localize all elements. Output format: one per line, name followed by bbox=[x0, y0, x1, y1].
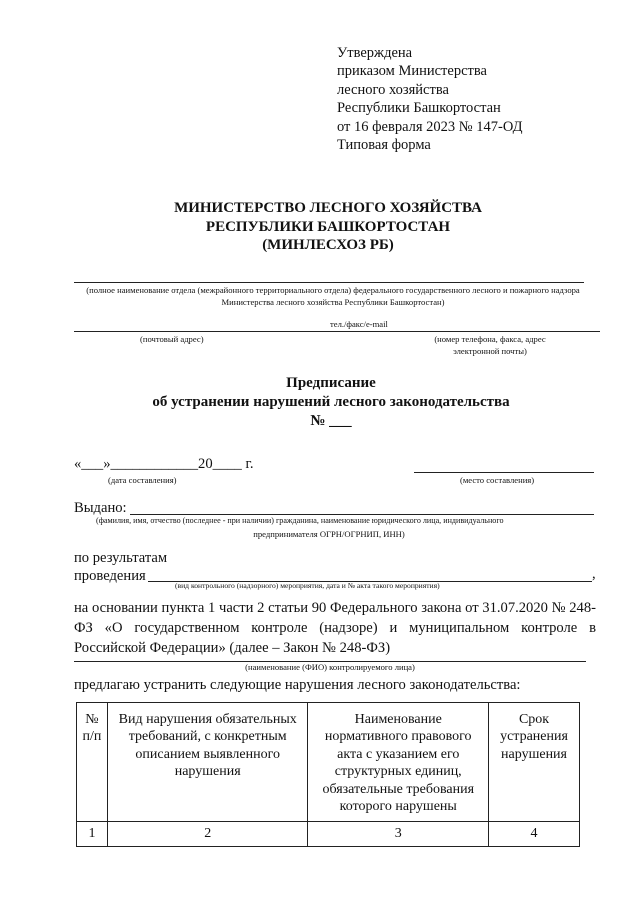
department-line bbox=[74, 282, 584, 283]
approval-line: лесного хозяйства bbox=[337, 81, 449, 98]
contacts-line bbox=[74, 331, 600, 332]
approval-line: Типовая форма bbox=[337, 137, 431, 154]
date-line bbox=[74, 456, 253, 473]
results-line-1: по результатам bbox=[74, 550, 168, 566]
ministry-line-1: МИНИСТЕРСТВО ЛЕСНОГО ХОЗЯЙСТВА bbox=[174, 200, 482, 216]
results-caption: (вид контрольного (надзорного) мероприятия, дата и № акта такого мероприятия) bbox=[175, 581, 440, 590]
basis-paragraph: на основании пункта 1 части 2 статьи 90 Федерального закона от 31.07.2020 № 248-ФЗ «О государственном контроле (надзоре) и муниципальном контроле в Российской Федерации» (далее – Закон № 248-ФЗ) bbox=[74, 600, 596, 656]
table-row bbox=[77, 822, 580, 846]
department-caption: (полное наименование отдела (межрайонного территориального отдела) федерального государственного лесного и пожарного надзора Министерства лесного хозяйства Республики Башкортостан) bbox=[86, 285, 580, 307]
date-year-prefix: 20 bbox=[198, 456, 213, 472]
issued-caption-1: (фамилия, имя, отчество (последнее - при наличии) гражданина, наименование юридического лица, индивидуального bbox=[96, 516, 504, 525]
header-number: № п/п bbox=[77, 703, 108, 822]
ministry-line-3: (МИНЛЕСХОЗ РБ) bbox=[262, 237, 394, 254]
column-number-cell: 4 bbox=[489, 822, 580, 846]
person-caption: (наименование (ФИО) контролируемого лица) bbox=[245, 662, 415, 672]
issued-caption-2: предпринимателя ОГРН/ОГРНИП, ИНН) bbox=[253, 529, 405, 539]
ministry-heading bbox=[0, 199, 640, 255]
date-year-suffix: г. bbox=[245, 456, 254, 472]
violations-table bbox=[76, 702, 580, 847]
column-number-cell: 2 bbox=[107, 822, 308, 846]
header-violation-type: Вид нарушения обязательных требований, с конкретным описанием выявленного нарушения bbox=[107, 703, 308, 822]
approval-line: приказом Министерства bbox=[337, 63, 487, 80]
approval-line: Республики Башкортостан bbox=[337, 100, 501, 117]
column-number-cell: 3 bbox=[308, 822, 489, 846]
place-line bbox=[414, 472, 594, 473]
phone-caption-line-2: электронной почты) bbox=[453, 345, 527, 356]
title-line-2: об устранении нарушений лесного законодательства bbox=[152, 394, 510, 410]
header-deadline: Срок устранения нарушения bbox=[489, 703, 580, 822]
date-open-quote: « bbox=[74, 456, 82, 472]
approval-line: от 16 февраля 2023 № 147-ОД bbox=[337, 118, 523, 135]
table-header-row bbox=[77, 703, 580, 822]
approval-block bbox=[337, 44, 522, 154]
phone-label: тел./факс/e-mail bbox=[330, 319, 388, 329]
propose-text: предлагаю устранить следующие нарушения лесного законодательства: bbox=[74, 677, 521, 693]
column-number-cell: 1 bbox=[77, 822, 108, 846]
date-close-quote: » bbox=[103, 456, 111, 472]
date-caption: (дата составления) bbox=[108, 475, 177, 485]
approval-line: Утверждена bbox=[337, 45, 413, 61]
header-legal-act: Наименование нормативного правового акта с указанием его структурных единиц, обязательные требования которого нарушены bbox=[308, 703, 489, 822]
ministry-line-2: РЕСПУБЛИКИ БАШКОРТОСТАН bbox=[205, 218, 451, 235]
phone-caption-line-1: (номер телефона, факса, адрес bbox=[434, 334, 546, 344]
date-year-blank: ____ bbox=[212, 456, 242, 472]
title-number: № ___ bbox=[310, 413, 352, 429]
postal-caption: (почтовый адрес) bbox=[140, 334, 204, 344]
phone-caption bbox=[400, 334, 580, 357]
place-caption: (место составления) bbox=[460, 475, 535, 485]
results-line-2: проведения bbox=[74, 568, 146, 584]
issued-label: Выдано: bbox=[74, 500, 127, 516]
title-line-1: Предписание bbox=[286, 375, 376, 391]
date-month-blank: ____________ bbox=[110, 456, 199, 472]
document-title bbox=[0, 374, 640, 431]
results-comma: , bbox=[592, 566, 596, 582]
date-day-blank: ___ bbox=[81, 456, 104, 472]
